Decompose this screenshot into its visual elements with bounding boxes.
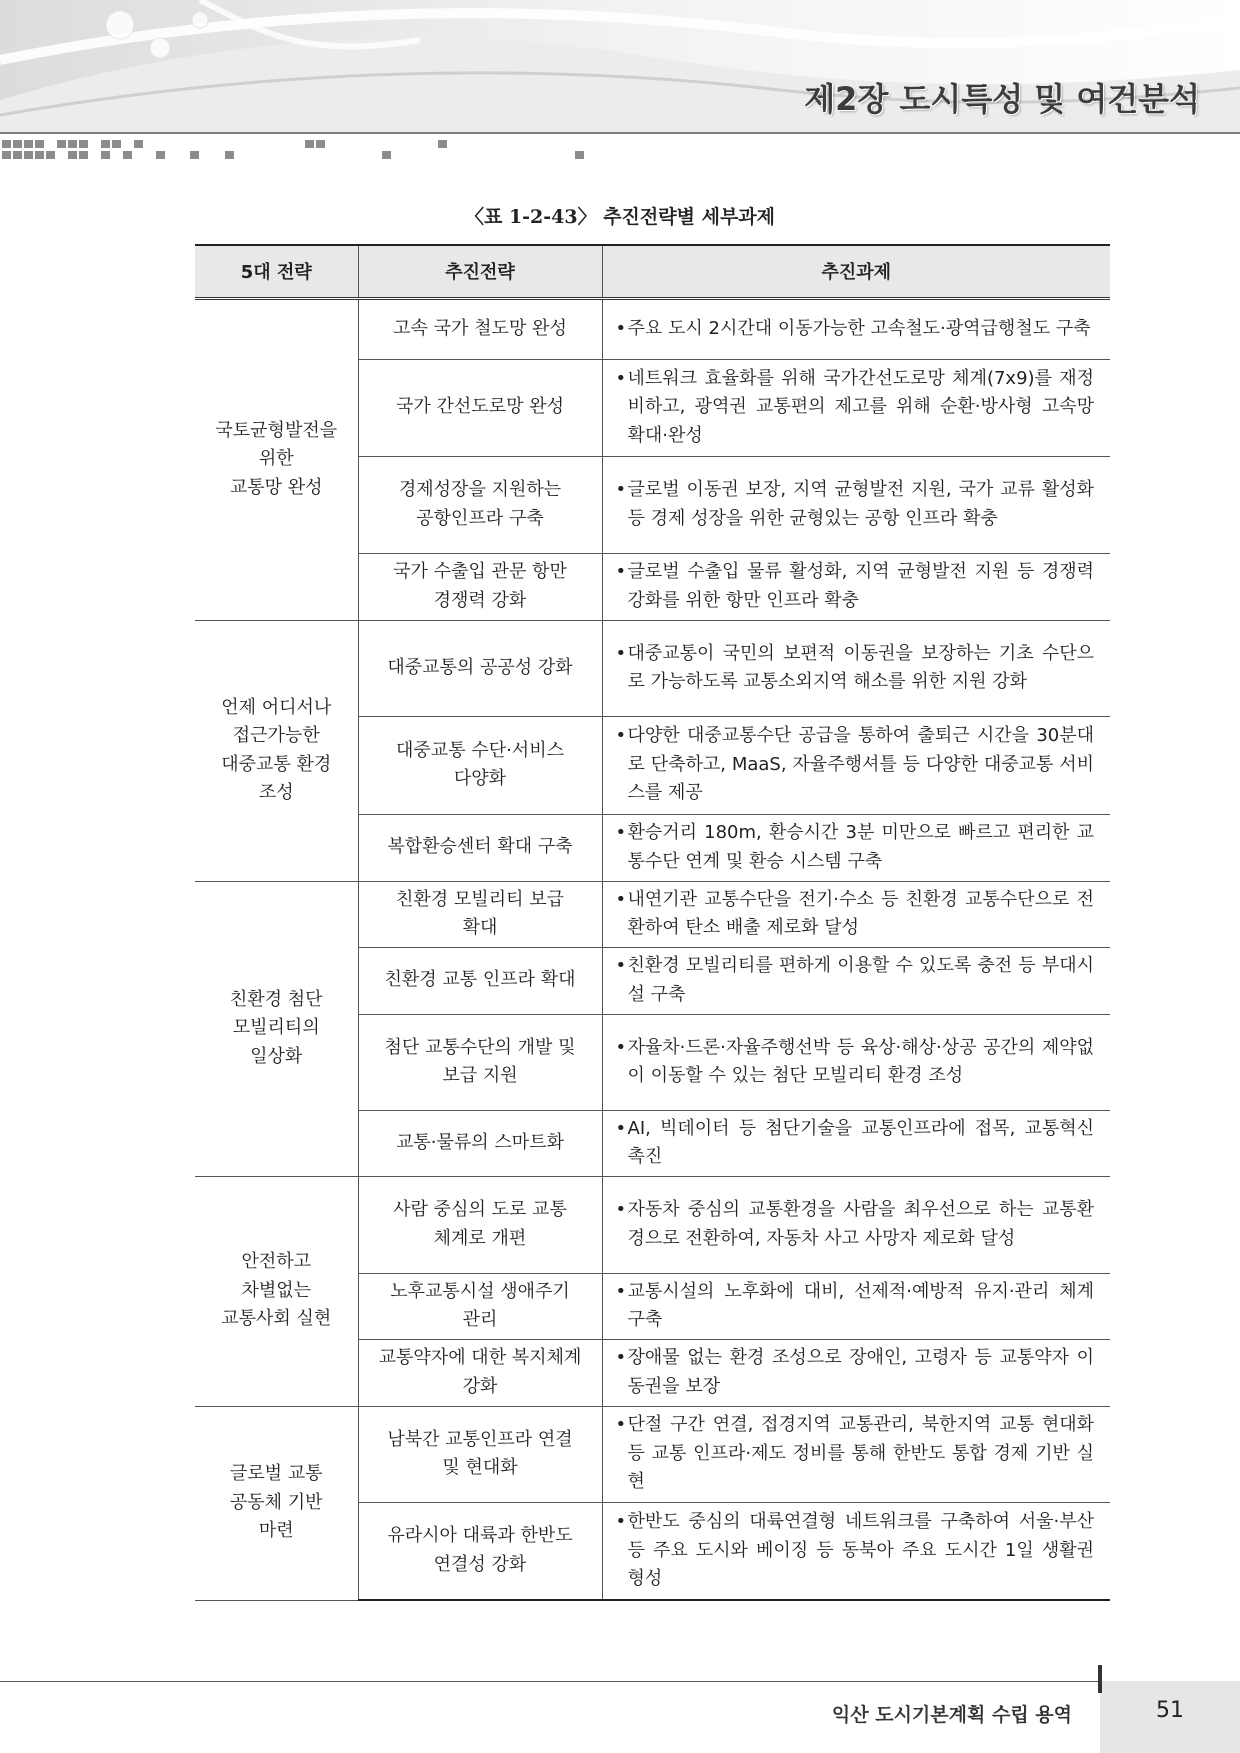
program-cell: 고속 국가 철도망 완성 (358, 298, 602, 359)
task-text: 한반도 중심의 대륙연결형 네트워크를 구축하여 서울·부산 등 주요 도시와 베이징 등 동북아 주요 도시간 1일 생활권 형성 (627, 1511, 1094, 1589)
table-header-row (195, 245, 1110, 298)
program-cell: 교통·물류의 스마트화 (358, 1110, 602, 1176)
task-cell: • 자율차·드론·자율주행선박 등 육상·해상·상공 공간의 제약없이 이동할 수 있는 첨단 모빌리티 환경 조성 (602, 1014, 1110, 1110)
report-title: 익산 도시기본계획 수립 용역 (831, 1704, 1072, 1726)
task-cell: • 글로벌 수출입 물류 활성화, 지역 균형발전 지원 등 경쟁력 강화를 위한 항만 인프라 확충 (602, 553, 1110, 620)
task-cell: • 내연기관 교통수단을 전기·수소 등 친환경 교통수단으로 전환하여 탄소 배출 제로화 달성 (602, 881, 1110, 947)
strategy-cell: 친환경 첨단 모빌리티의 일상화 (195, 881, 358, 1176)
program-cell: 경제성장을 지원하는 공항인프라 구축 (358, 456, 602, 553)
table-row (195, 1406, 1110, 1502)
task-text: 주요 도시 2시간대 이동가능한 고속철도·광역급행철도 구축 (627, 317, 1091, 339)
table-row (195, 1176, 1110, 1273)
footer-accent-bar (1098, 1665, 1102, 1693)
task-cell: • 교통시설의 노후화에 대비, 선제적·예방적 유지·관리 체계 구축 (602, 1273, 1110, 1339)
task-text: 친환경 모빌리티를 편하게 이용할 수 있도록 충전 등 부대시설 구축 (627, 955, 1094, 1005)
program-cell: 교통약자에 대한 복지체계 강화 (358, 1339, 602, 1406)
task-cell: • 주요 도시 2시간대 이동가능한 고속철도·광역급행철도 구축 (602, 298, 1110, 359)
program-cell: 사람 중심의 도로 교통 체계로 개편 (358, 1176, 602, 1273)
program-cell: 대중교통의 공공성 강화 (358, 620, 602, 716)
footer-divider (0, 1681, 1240, 1682)
column-header-strategy: 5대 전략 (195, 245, 358, 298)
task-cell: • 자동차 중심의 교통환경을 사람을 최우선으로 하는 교통환경으로 전환하여, 자동차 사고 사망자 제로화 달성 (602, 1176, 1110, 1273)
strategy-cell: 언제 어디서나 접근가능한 대중교통 환경 조성 (195, 620, 358, 881)
task-text: 네트워크 효율화를 위해 국가간선도로망 체계(7x9)를 재정비하고, 광역권 교통편의 제고를 위해 순환·방사형 고속망 확대·완성 (627, 367, 1094, 446)
table-caption: 〈표 1-2-43〉 추진전략별 세부과제 (464, 206, 776, 228)
task-text: 장애물 없는 환경 조성으로 장애인, 고령자 등 교통약자 이동권을 보장 (627, 1347, 1094, 1397)
task-cell: • 한반도 중심의 대륙연결형 네트워크를 구축하여 서울·부산 등 주요 도시와 베이징 등 동북아 주요 도시간 1일 생활권 형성 (602, 1502, 1110, 1600)
task-text: 글로벌 수출입 물류 활성화, 지역 균형발전 지원 등 경쟁력 강화를 위한 항만 인프라 확충 (627, 561, 1094, 611)
strategy-cell: 안전하고 차별없는 교통사회 실현 (195, 1176, 358, 1406)
strategy-cell: 글로벌 교통 공동체 기반 마련 (195, 1406, 358, 1600)
strategy-cell: 국토균형발전을 위한 교통망 완성 (195, 298, 358, 620)
task-text: 글로벌 이동권 보장, 지역 균형발전 지원, 국가 교류 활성화 등 경제 성장을 위한 균형있는 공항 인프라 확충 (627, 479, 1094, 529)
table-row (195, 881, 1110, 947)
task-cell: • 친환경 모빌리티를 편하게 이용할 수 있도록 충전 등 부대시설 구축 (602, 947, 1110, 1014)
task-text: 환승거리 180m, 환승시간 3분 미만으로 빠르고 편리한 교통수단 연계 및 환승 시스템 구축 (627, 822, 1094, 872)
task-cell: • 대중교통이 국민의 보편적 이동권을 보장하는 기초 수단으로 가능하도록 교통소외지역 해소를 위한 지원 강화 (602, 620, 1110, 716)
program-cell: 국가 수출입 관문 항만 경쟁력 강화 (358, 553, 602, 620)
page-header (0, 0, 1240, 175)
program-cell: 친환경 교통 인프라 확대 (358, 947, 602, 1014)
program-cell: 친환경 모빌리티 보급 확대 (358, 881, 602, 947)
program-cell: 복합환승센터 확대 구축 (358, 814, 602, 881)
column-header-task: 추진과제 (602, 245, 1110, 298)
task-text: 자율차·드론·자율주행선박 등 육상·해상·상공 공간의 제약없이 이동할 수 있는 첨단 모빌리티 환경 조성 (627, 1036, 1094, 1086)
chapter-title: 제2장 도시특성 및 여건분석 (804, 80, 1200, 118)
program-cell: 유라시아 대륙과 한반도 연결성 강화 (358, 1502, 602, 1600)
task-cell: • 단절 구간 연결, 접경지역 교통관리, 북한지역 교통 현대화 등 교통 인프라·제도 정비를 통해 한반도 통합 경제 기반 실현 (602, 1406, 1110, 1502)
task-text: 단절 구간 연결, 접경지역 교통관리, 북한지역 교통 현대화 등 교통 인프라·제도 정비를 통해 한반도 통합 경제 기반 실현 (627, 1414, 1094, 1493)
program-cell: 남북간 교통인프라 연결 및 현대화 (358, 1406, 602, 1502)
task-cell: • 환승거리 180m, 환승시간 3분 미만으로 빠르고 편리한 교통수단 연계 및 환승 시스템 구축 (602, 814, 1110, 881)
task-text: 자동차 중심의 교통환경을 사람을 최우선으로 하는 교통환경으로 전환하여, 자동차 사고 사망자 제로화 달성 (627, 1199, 1094, 1249)
task-text: 내연기관 교통수단을 전기·수소 등 친환경 교통수단으로 전환하여 탄소 배출 제로화 달성 (627, 888, 1094, 938)
strategy-table-wrapper (195, 244, 1110, 1601)
program-cell: 국가 간선도로망 완성 (358, 359, 602, 456)
task-cell: • 글로벌 이동권 보장, 지역 균형발전 지원, 국가 교류 활성화 등 경제 성장을 위한 균형있는 공항 인프라 확충 (602, 456, 1110, 553)
task-cell: • AI, 빅데이터 등 첨단기술을 교통인프라에 접목, 교통혁신 촉진 (602, 1110, 1110, 1176)
task-text: 대중교통이 국민의 보편적 이동권을 보장하는 기초 수단으로 가능하도록 교통소외지역 해소를 위한 지원 강화 (627, 642, 1094, 692)
task-text: 다양한 대중교통수단 공급을 통하여 출퇴근 시간을 30분대로 단축하고, MaaS, 자율주행셔틀 등 다양한 대중교통 서비스를 제공 (627, 725, 1094, 804)
strategy-table (195, 244, 1110, 1601)
task-cell: • 다양한 대중교통수단 공급을 통하여 출퇴근 시간을 30분대로 단축하고, MaaS, 자율주행셔틀 등 다양한 대중교통 서비스를 제공 (602, 716, 1110, 814)
table-row (195, 298, 1110, 359)
table-row (195, 620, 1110, 716)
program-cell: 대중교통 수단·서비스 다양화 (358, 716, 602, 814)
task-text: AI, 빅데이터 등 첨단기술을 교통인프라에 접목, 교통혁신 촉진 (627, 1117, 1094, 1167)
program-cell: 노후교통시설 생애주기 관리 (358, 1273, 602, 1339)
task-cell: • 장애물 없는 환경 조성으로 장애인, 고령자 등 교통약자 이동권을 보장 (602, 1339, 1110, 1406)
program-cell: 첨단 교통수단의 개발 및 보급 지원 (358, 1014, 602, 1110)
task-cell: • 네트워크 효율화를 위해 국가간선도로망 체계(7x9)를 재정비하고, 광역권 교통편의 제고를 위해 순환·방사형 고속망 확대·완성 (602, 359, 1110, 456)
column-header-program: 추진전략 (358, 245, 602, 298)
task-text: 교통시설의 노후화에 대비, 선제적·예방적 유지·관리 체계 구축 (627, 1280, 1094, 1330)
page-number: 51 (1156, 1698, 1184, 1723)
